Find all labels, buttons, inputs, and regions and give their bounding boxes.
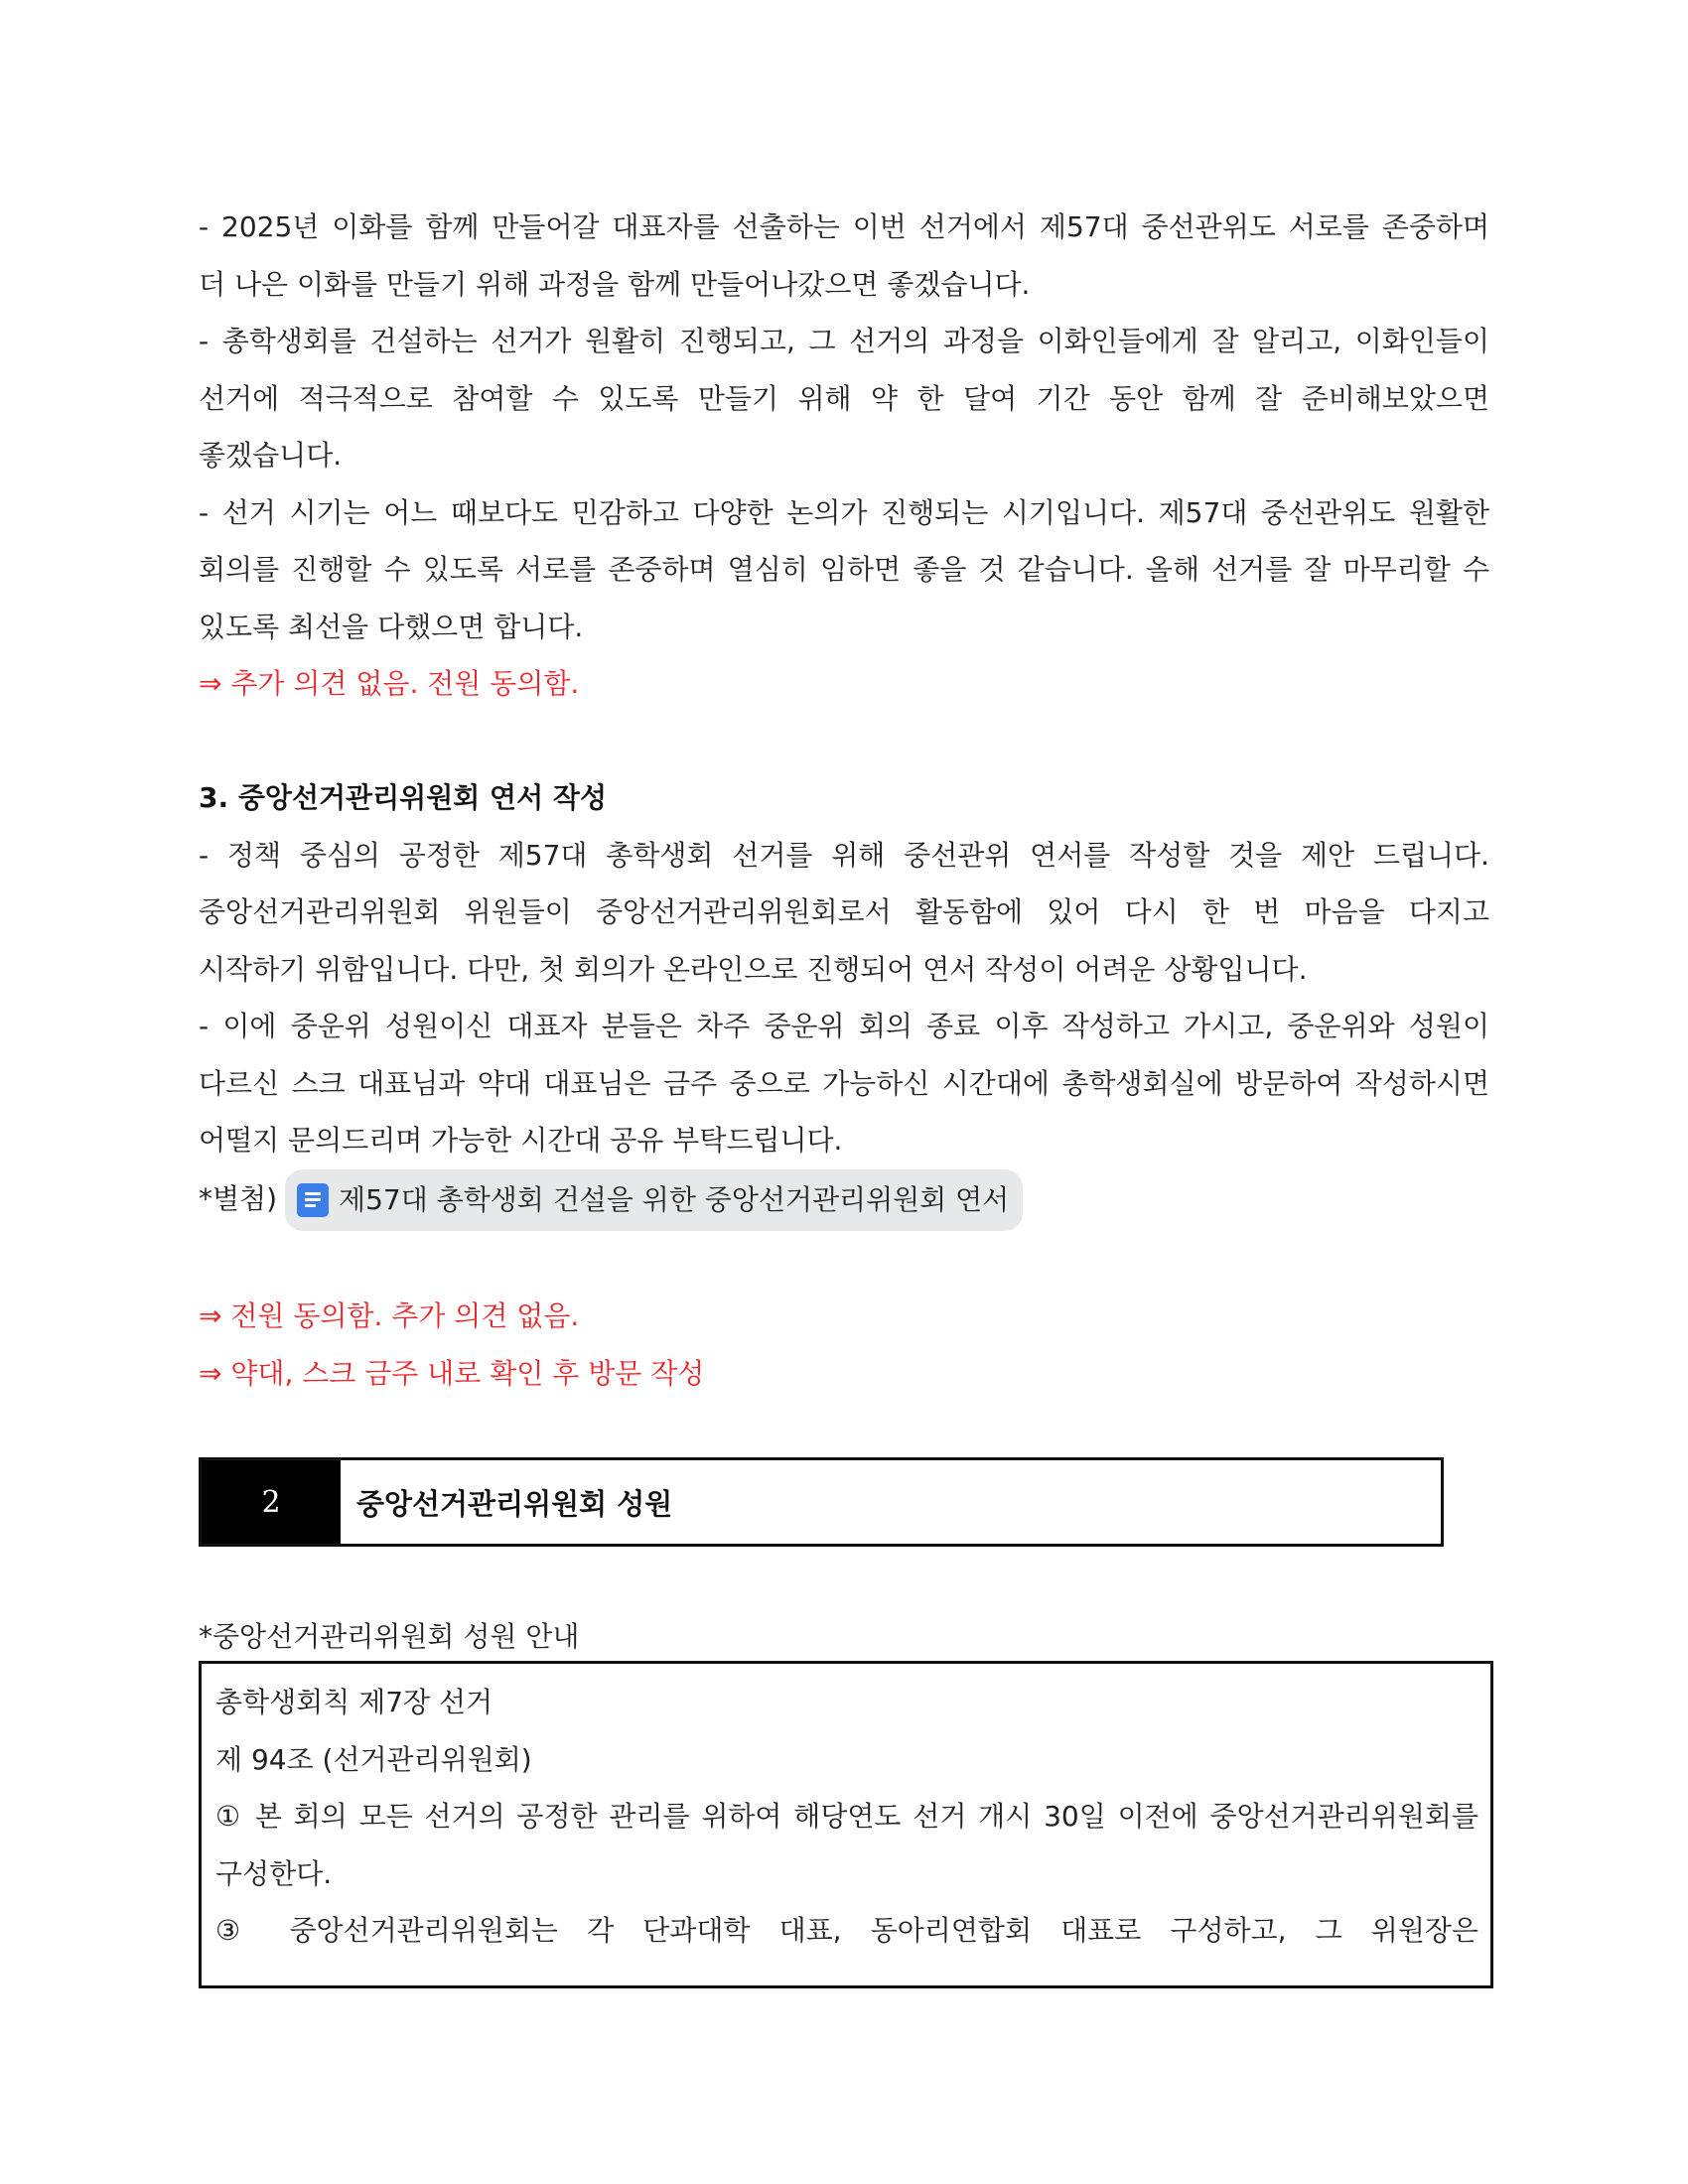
attachment-label: *별첨) [199, 1181, 278, 1215]
attachment-doc-title: 제57대 총학생회 건설을 위한 중앙선거관리위원회 연서 [339, 1182, 1010, 1216]
paragraph-line: 다르신 스크 대표님과 약대 대표님은 금주 중으로 가능하신 시간대에 총학생회실에 방문하여 작성하시면 [199, 1066, 1489, 1100]
bylaw-line: ③ 중앙선거관리위원회는 각 단과대학 대표, 동아리연합회 대표로 구성하고, 그 위원장은 [215, 1914, 1478, 1947]
attachment-doc-chip[interactable] [285, 1169, 1023, 1231]
paragraph-line: 있도록 최선을 다했으면 합니다. [199, 610, 584, 643]
resolution-result: ⇒ 약대, 스크 금주 내로 확인 후 방문 작성 [199, 1356, 705, 1390]
bylaw-excerpt-box [199, 1661, 1493, 1988]
paragraph-line: - 이에 중운위 성원이신 대표자 분들은 차주 중운위 회의 종료 이후 작성하고 가시고, 중운위와 성원이 [199, 1010, 1489, 1042]
paragraph-line: 회의를 진행할 수 있도록 서로를 존중하며 열심히 임하면 좋을 것 같습니다. 올해 선거를 잘 마무리할 수 [199, 553, 1489, 586]
paragraph-line: - 총학생회를 건설하는 선거가 원활히 진행되고, 그 선거의 과정을 이화인들에게 잘 알리고, 이화인들이 [199, 325, 1489, 357]
membership-intro: *중앙선거관리위원회 성원 안내 [199, 1620, 580, 1653]
google-docs-icon [297, 1183, 329, 1217]
bylaw-line: 제 94조 (선거관리위원회) [215, 1742, 532, 1776]
paragraph-line: 어떨지 문의드리며 가능한 시간대 공유 부탁드립니다. [199, 1124, 843, 1157]
paragraph-line: 중앙선거관리위원회 위원들이 중앙선거관리위원회로서 활동함에 있어 다시 한 번 마음을 다지고 [199, 895, 1489, 928]
paragraph-line: 선거에 적극적으로 참여할 수 있도록 만들기 위해 약 한 달여 기간 동안 함께 잘 준비해보았으면 [199, 381, 1489, 415]
section-title: 중앙선거관리위원회 성원 [356, 1486, 673, 1521]
paragraph-line: - 선거 시기는 어느 때보다도 민감하고 다양한 논의가 진행되는 시기입니다. 제57대 중선관위도 원활한 [199, 495, 1489, 529]
paragraph-line: 좋겠습니다. [199, 439, 343, 472]
paragraph-line: 더 나은 이화를 만들기 위해 과정을 함께 만들어나갔으면 좋겠습니다. [199, 267, 1031, 301]
bylaw-line: 총학생회칙 제7장 선거 [215, 1686, 493, 1718]
spacer [199, 713, 1489, 770]
bylaw-line: 구성한다. [215, 1856, 333, 1890]
attachment-line [199, 1169, 1489, 1231]
paragraph-line: - 2025년 이화를 함께 만들어갈 대표자를 선출하는 이번 선거에서 제57대 중선관위도 서로를 존중하며 [199, 210, 1489, 243]
paragraph-line: 시작하기 위함입니다. 다만, 첫 회의가 온라인으로 진행되어 연서 작성이 어려운 상황입니다. [199, 952, 1308, 986]
meeting-minutes-body [199, 199, 1489, 1402]
resolution-result: ⇒ 전원 동의함. 추가 의견 없음. [199, 1299, 580, 1332]
agenda-item-title: 3. 중앙선거관리위원회 연서 작성 [199, 781, 607, 814]
paragraph-line: - 정책 중심의 공정한 제57대 총학생회 선거를 위해 중선관위 연서를 작성할 것을 제안 드립니다. [199, 838, 1489, 872]
section-header [199, 1457, 1444, 1547]
resolution-result: ⇒ 추가 의견 없음. 전원 동의함. [199, 667, 580, 700]
bylaw-line: ① 본 회의 모든 선거의 공정한 관리를 위하여 해당연도 선거 개시 30일 이전에 중앙선거관리위원회를 [215, 1800, 1478, 1833]
section-number: 2 [202, 1460, 341, 1544]
spacer [199, 1231, 1489, 1289]
